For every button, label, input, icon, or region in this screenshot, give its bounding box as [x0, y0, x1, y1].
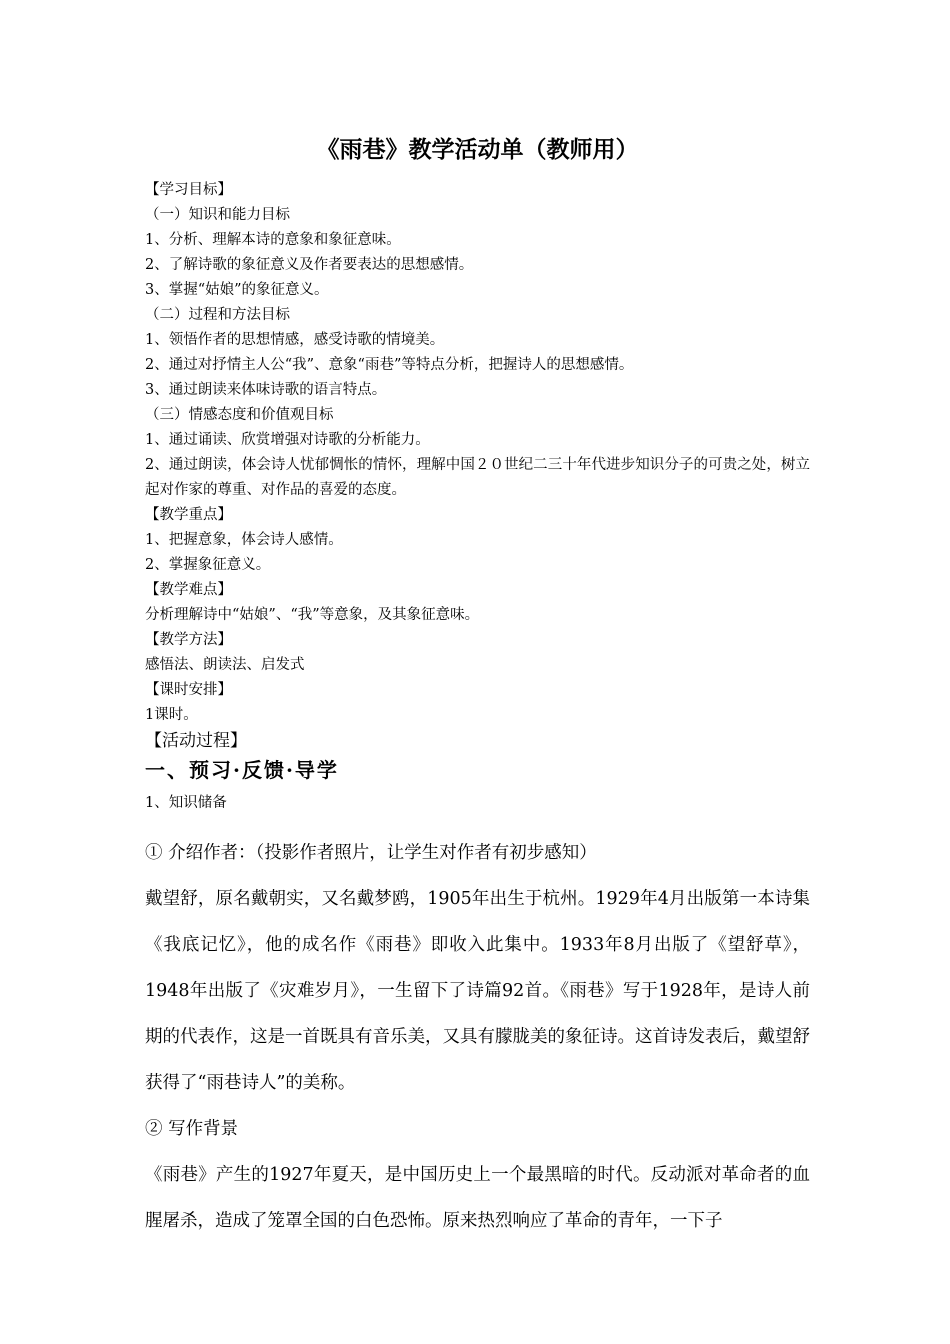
objective-2-item: 1、领悟作者的思想情感，感受诗歌的情境美。: [145, 332, 445, 348]
objective-3-heading: （三）情感态度和价值观目标: [145, 407, 334, 423]
time-heading: 【课时安排】: [145, 682, 232, 698]
key-points-heading: 【教学重点】: [145, 507, 232, 523]
author-intro-heading: ① 介绍作者：（投影作者照片，让学生对作者有初步感知）: [145, 843, 597, 863]
document-title: 《雨巷》教学活动单（教师用）: [316, 136, 639, 163]
objective-1-item: 1、分析、理解本诗的意象和象征意味。: [145, 232, 401, 248]
objective-1-heading: （一）知识和能力目标: [145, 207, 290, 223]
time-text: 1课时。: [145, 707, 198, 723]
objective-2-item: 3、通过朗读来体味诗歌的语言特点。: [145, 382, 387, 398]
background-paragraph: 《雨巷》产生的1927年夏天，是中国历史上一个最黑暗的时代。反动派对革命者的血腥屠杀，造成了笼罩全国的白色恐怖。原来热烈响应了革命的青年，一下子: [145, 1165, 810, 1231]
objective-1-item: 2、了解诗歌的象征意义及作者要表达的思想感情。: [145, 257, 474, 273]
background-heading: ② 写作背景: [145, 1119, 239, 1139]
method-heading: 【教学方法】: [145, 632, 232, 648]
knowledge-item: 1、知识储备: [145, 795, 227, 811]
key-point-item: 2、掌握象征意义。: [145, 557, 271, 573]
difficulty-heading: 【教学难点】: [145, 582, 232, 598]
objective-3-item: 1、通过诵读、欣赏增强对诗歌的分析能力。: [145, 432, 430, 448]
key-point-item: 1、把握意象，体会诗人感情。: [145, 532, 343, 548]
objective-2-heading: （二）过程和方法目标: [145, 307, 290, 323]
objectives-heading: 【学习目标】: [145, 182, 232, 198]
objective-2-item: 2、通过对抒情主人公“我”、意象“雨巷”等特点分析，把握诗人的思想感情。: [145, 357, 634, 373]
difficulty-text: 分析理解诗中“姑娘”、“我”等意象，及其象征意味。: [145, 607, 480, 623]
document-page: [145, 134, 810, 1244]
author-paragraph: 戴望舒，原名戴朝实，又名戴梦鸥，1905年出生于杭州。1929年4月出版第一本诗集《我底记忆》，他的成名作《雨巷》即收入此集中。1933年8月出版了《望舒草》，1948年出版了《灾难岁月》，一生留下了诗篇92首。《雨巷》写于1928年，是诗人前期的代表作，这是一首既具有音乐美，又具有朦胧美的象征诗。这首诗发表后，戴望舒获得了“雨巷诗人”的美称。: [145, 889, 810, 1093]
objective-1-item: 3、掌握“姑娘”的象征意义。: [145, 282, 329, 298]
process-heading: 【活动过程】: [145, 731, 247, 751]
method-text: 感悟法、朗读法、启发式: [145, 657, 305, 673]
section-heading: 一、预习·反馈·导学: [145, 758, 339, 782]
objective-3-item: 2、通过朗读，体会诗人忧郁惆怅的情怀，理解中国２０世纪二三十年代进步知识分子的可贵之处，树立起对作家的尊重、对作品的喜爱的态度。: [145, 457, 810, 498]
